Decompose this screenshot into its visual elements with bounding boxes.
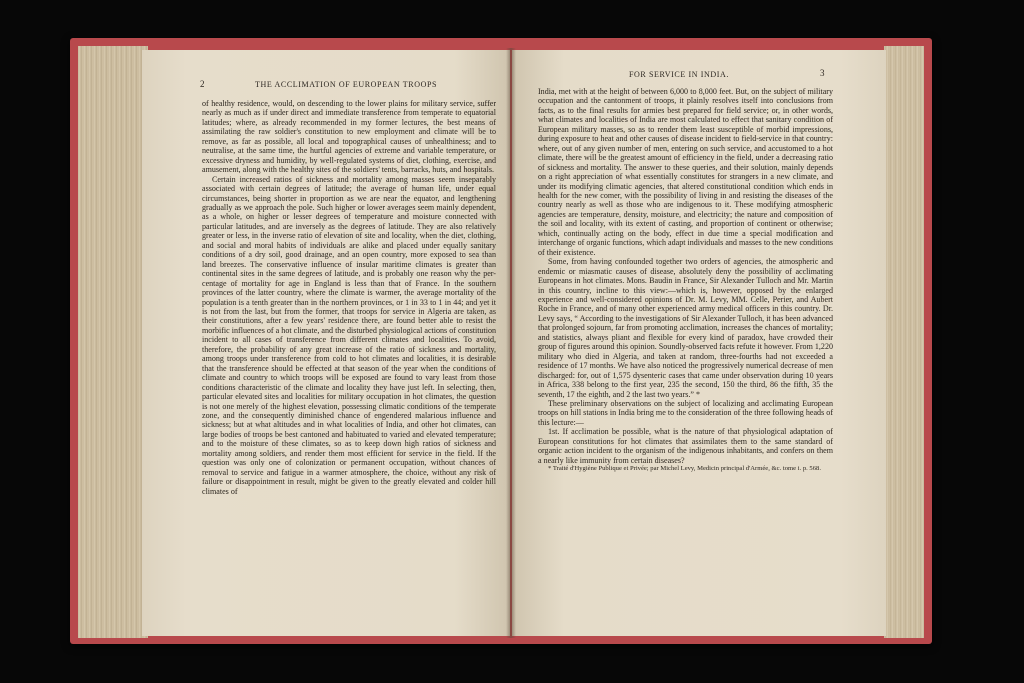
right-page (512, 50, 886, 636)
left-page (142, 50, 510, 636)
paragraph: Some, from having confounded together two orders of agencies, the atmospheric and endemic or miasmatic causes of disease, absolutely deny the possibility of acclimating Europeans in hot climates. Mons. Baudin in France, Sir Alexander Tulloch and Mr. Martin in this country, incline to this view:—which is, however, opposed by the enlarged experience and well-considered opinions of Dr. M. Levy, MM. Celle, Perier, and Aubert Roche in France, and of many other experienced army medical officers in this country. Dr. Levy says, “ According to the investigations of Sir Alexander Tulloch, it has been advanced that prolonged sojourn, far from promoting acclimation, increases the chances of mortality; and statistics, always pliant and flexible for every kind of paradox, have crowded their group of figures around this opinion. Soundly-observed facts refute it however. From 1,220 military who died in Algeria, and taken at random, three-fourths had not exceeded a residence of 17 months. We have also noticed the progressively numerical decrease of men discharged: for, out of 1,575 dysenteric cases that came under observation during 10 years in Africa, 338 belong to the first year, 235 the second, 150 the third, 86 the fifth, 35 the seventh, 17 the eighth, and 2 the last two years.” * (538, 257, 833, 399)
paragraph: of healthy residence, would, on descending to the lower plains for military service, suffer nearly as much as if under direct and immediate transference from temperate to equatorial latitudes; where, as already recommended in my former lectures, the best means of assimilating the raw soldier's constitution to new employment and climate will be to remove, as far as possible, all local and topographical causes of unhealthiness; and to neutralise, at the same time, the hurtful agencies of extreme and variable temperature, or excessive dryness and humidity, by well-regulated systems of diet, clothing, exercise, and amusement, along with the healthy sites of the soldiers' tents, barracks, huts, and hospitals. (202, 99, 496, 175)
page-number: 3 (820, 68, 825, 78)
paragraph: These preliminary observations on the subject of localizing and acclimating European troops on hill stations in India bring me to the consideration of the three following heads of this lecture:— (538, 398, 833, 427)
footnote: * Traité d'Hygiène Publique et Privée; par Michel Levy, Medicin principal d'Armée, &c. tome i. p. 568. (548, 465, 821, 473)
right-page-body (538, 87, 833, 473)
left-page-body (202, 99, 496, 496)
page-number: 2 (200, 79, 205, 89)
book-gutter (506, 48, 516, 638)
page-edges-left (78, 46, 148, 638)
page-edges-right (884, 46, 924, 638)
paragraph: India, met with at the height of between 6,000 to 8,000 feet. But, on the subject of military occupation and the cantonment of troops, it plainly resolves itself into conclusions from facts, as to the final results for armies best prepared for field service; or, in other words, what climates and localities of India are most calculated to effect that sanitary condition of European military masses, so as to render them least susceptible of morbid impressions, during exposure to heat and other causes of disease incident to field-service in that country: where, out of any given number of men, entering on such service, and accustomed to a hot climate, there will be the greatest amount of efficiency in the field, under a decreasing ratio of sickness and mortality. The answer to these queries, and their solution, mainly depends on a right appreciation of what essentially constitutes for strangers in a new climate, and under its modifying climatic agencies, that altered constitutional condition which ends in health for the new comer, with the possibility of living in and resisting the diseases of the country nearly as well as those who are indigenous to it. These modifying atmospheric agencies are temperature, density, moisture, and electricity; the nature and composition of the soil and locality, with its extent of casting, and proportion of continent or otherwise; which, continually acting on the body, effect in due time a special modification and interchange of organic functions, which adapt individuals and masses to the new conditions of their existence. (538, 87, 833, 257)
paragraph: Certain increased ratios of sickness and mortality among masses seem inseparably associated with certain degrees of latitude; the average of human life, under equal circumstances, being shorter in proportion as we are near the equator, and lengthening gradually as we approach the pole. Such higher or lower averages seem mainly dependent, as a whole, on higher or lesser degrees of temperature and moisture connected with particular latitudes, and are inversely as the degrees of latitude. They are also relatively greater or less, in the inverse ratio of elevation of site and locality, when the diet, clothing, and social and moral habits of individuals are alike and placed under equally sanitary conditions of a dry soil, good drainage, and an open country, more exposed to sea than land breezes. The conservative influence of insular maritime climates is greater than continental sites in the same degrees of latitude, and is probably one reason why the per-centage of mortality for age in England is less than that of France. In the southern provinces of the latter country, where the climate is warmer, the average mortality of the population is a tenth greater than in the northern provinces, or 1 in 33 to 1 in 44; and yet it is not from the last, but from the former, that troops for service in Algeria are taken, as their constitutions, after a few years' residence there, are found better able to resist the morbific influences of a hot climate, and the disturbed physiological actions of constitution incident to all cases of transference from different climates and localities. To avoid, therefore, the probability of any great increase of the ratio of sickness and mortality, among troops under transference from cold to hot climates and localities, it is desirable that the transference should be effected at that season of the year when the conditions of climate and country to which troops will be exposed are found to vary least from those conditions characteristic of the climate and locality they have just left. In selecting, then, particular elevated sites and localities for military occupation in hot climates, the question is not one merely of the highest elevation, possessing climatic conditions of the temperate zone, and the consequently diminished chance of engendered malarious influence and sickness; but at what altitudes and in what localities of India, and other hot climates, can large bodies of troops be best cantoned and habituated to varied and elevated temperature; and to the moisture of these climates, so as to keep down high ratios of sickness and mortality among soldiers, and render them most efficient for service in the field. If the question was only one of colonization or permanent occupation, without chances of removal to service and fatigue in a warmer atmosphere, the choice, without any risk of failure or disappointment in result, might be given to the greatly elevated and colder hill climates of (202, 174, 496, 496)
paragraph: 1st. If acclimation be possible, what is the nature of that physiological adaptation of European constitutions for hot climates that assimilates them to the same standard of organic action incident to the organism of the indigenous inhabitants, and confers on them a nearly like immunity from certain diseases? (538, 427, 833, 465)
running-head: FOR SERVICE IN INDIA. (629, 70, 729, 79)
running-head: THE ACCLIMATION OF EUROPEAN TROOPS (255, 80, 438, 89)
